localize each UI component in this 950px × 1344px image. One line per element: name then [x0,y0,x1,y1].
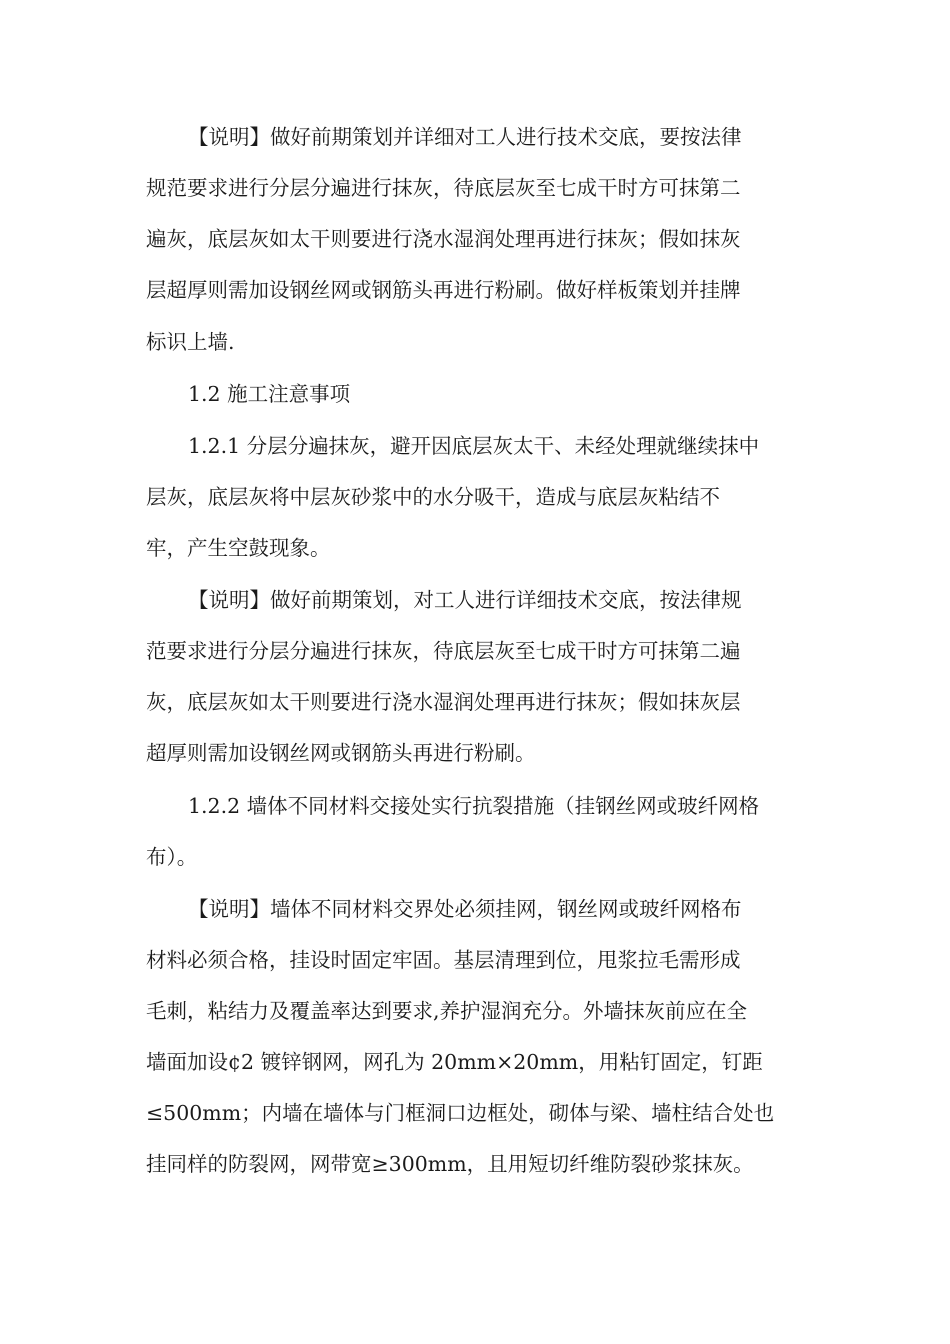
paragraph-line: 材料必须合格，挂设时固定牢固。基层清理到位，甩浆拉毛需形成 [146,948,741,972]
paragraph-line: 【说明】做好前期策划，对工人进行详细技术交底，按法律规 [188,588,742,612]
paragraph-line: 灰，底层灰如太干则要进行浇水湿润处理再进行抹灰；假如抹灰层 [146,690,741,714]
paragraph-line: 层灰，底层灰将中层灰砂浆中的水分吸干，造成与底层灰粘结不 [146,485,720,509]
paragraph-line: 1.2.1 分层分遍抹灰，避开因底层灰太干、未经处理就继续抹中 [188,434,760,458]
section-heading: 1.2 施工注意事项 [188,382,351,406]
paragraph-line: 层超厚则需加设钢丝网或钢筋头再进行粉刷。做好样板策划并挂牌 [146,278,741,302]
paragraph-line: 【说明】做好前期策划并详细对工人进行技术交底，要按法律 [188,125,742,149]
paragraph-line: 墙面加设¢2 镀锌钢网，网孔为 20mm×20mm，用粘钉固定，钉距 [146,1050,763,1074]
paragraph-line: 【说明】墙体不同材料交界处必须挂网，钢丝网或玻纤网格布 [188,897,742,921]
subsection-heading: 1.2.2 墙体不同材料交接处实行抗裂措施（挂钢丝网或玻纤网格 [188,794,760,818]
paragraph-line: 标识上墙. [146,330,235,354]
paragraph-line: 挂同样的防裂网，网带宽≥300mm，且用短切纤维防裂砂浆抹灰。 [146,1152,754,1176]
paragraph-line: ≤500mm；内墙在墙体与门框洞口边框处，砌体与梁、墙柱结合处也 [146,1101,775,1125]
paragraph-line: 毛刺，粘结力及覆盖率达到要求,养护湿润充分。外墙抹灰前应在全 [146,999,748,1023]
paragraph-line: 牢，产生空鼓现象。 [146,536,331,560]
paragraph-line: 超厚则需加设钢丝网或钢筋头再进行粉刷。 [146,741,536,765]
paragraph-line: 遍灰，底层灰如太干则要进行浇水湿润处理再进行抹灰；假如抹灰 [146,227,741,251]
paragraph-line: 规范要求进行分层分遍进行抹灰，待底层灰至七成干时方可抹第二 [146,176,741,200]
subsection-heading-continued: 布）。 [146,845,198,869]
paragraph-line: 范要求进行分层分遍进行抹灰，待底层灰至七成干时方可抹第二遍 [146,639,741,663]
